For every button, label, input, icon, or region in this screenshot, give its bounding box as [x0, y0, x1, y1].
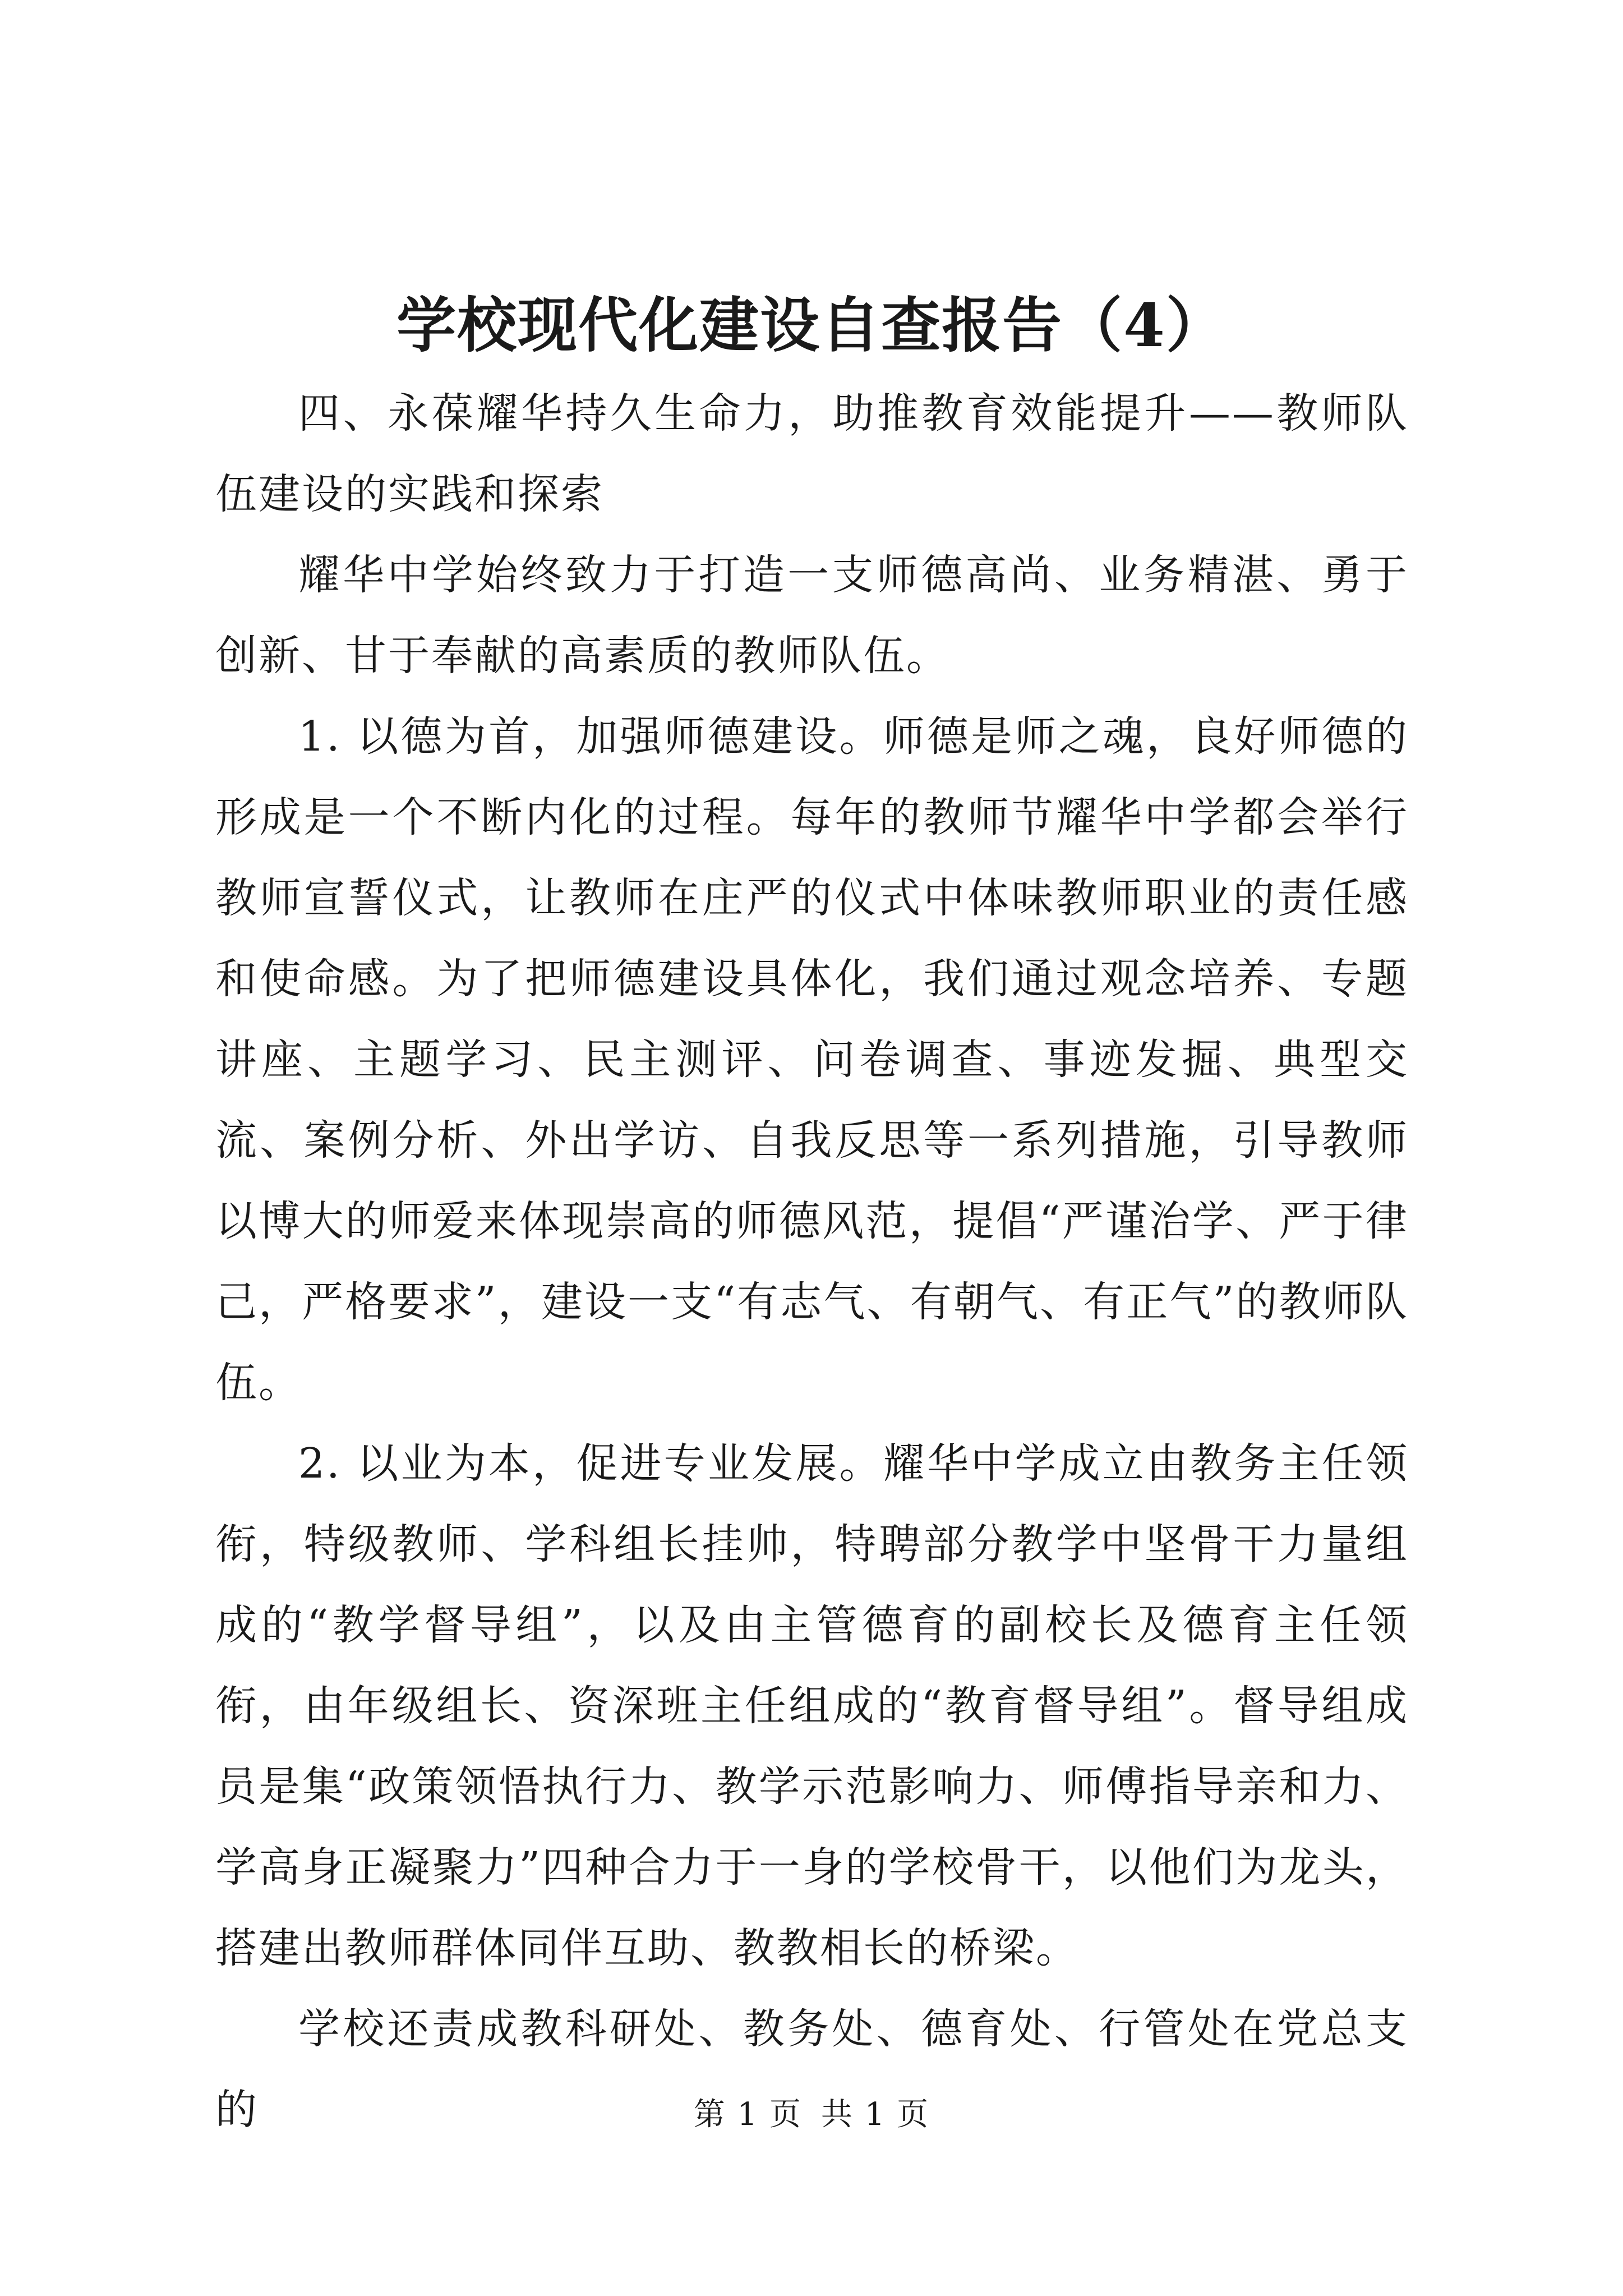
- page-number: 第 1 页: [693, 2096, 802, 2133]
- continuation-paragraph: 学校还责成教科研处、教务处、德育处、行管处在党总支的: [215, 2005, 1409, 2134]
- section-heading-paragraph: 四、永葆耀华持久生命力，助推教育效能提升——教师队伍建设的实践和探索: [215, 389, 1409, 518]
- intro-paragraph: 耀华中学始终致力于打造一支师德高尚、业务精湛、勇于创新、甘于奉献的高素质的教师队伍。: [215, 551, 1409, 680]
- page-total: 共 1 页: [821, 2096, 930, 2133]
- page-footer: [0, 2092, 1623, 2137]
- document-title: 学校现代化建设自查报告（4）: [396, 290, 1227, 360]
- professional-development-paragraph: 2. 以业为本，促进专业发展。耀华中学成立由教务主任领衔，特级教师、学科组长挂帅，特聘部分教学中坚骨干力量组成的“教学督导组”，以及由主管德育的副校长及德育主任领衔，由年级组长、资深班主任组成的“教育督导组”。督导组成员是集“政策领悟执行力、教学示范影响力、师傅指导亲和力、学高身正凝聚力”四种合力于一身的学校骨干，以他们为龙头，搭建出教师群体同伴互助、教教相长的桥梁。: [215, 1439, 1409, 1972]
- ethics-paragraph: 1. 以德为首，加强师德建设。师德是师之魂，良好师德的形成是一个不断内化的过程。每年的教师节耀华中学都会举行教师宣誓仪式，让教师在庄严的仪式中体味教师职业的责任感和使命感。为了把师德建设具体化，我们通过观念培养、专题讲座、主题学习、民主测评、问卷调查、事迹发掘、典型交流、案例分析、外出学访、自我反思等一系列措施，引导教师以博大的师爱来体现崇高的师德风范，提倡“严谨治学、严于律己，严格要求”，建设一支“有志气、有朝气、有正气”的教师队伍。: [215, 712, 1409, 1407]
- document-body: [215, 373, 1409, 2150]
